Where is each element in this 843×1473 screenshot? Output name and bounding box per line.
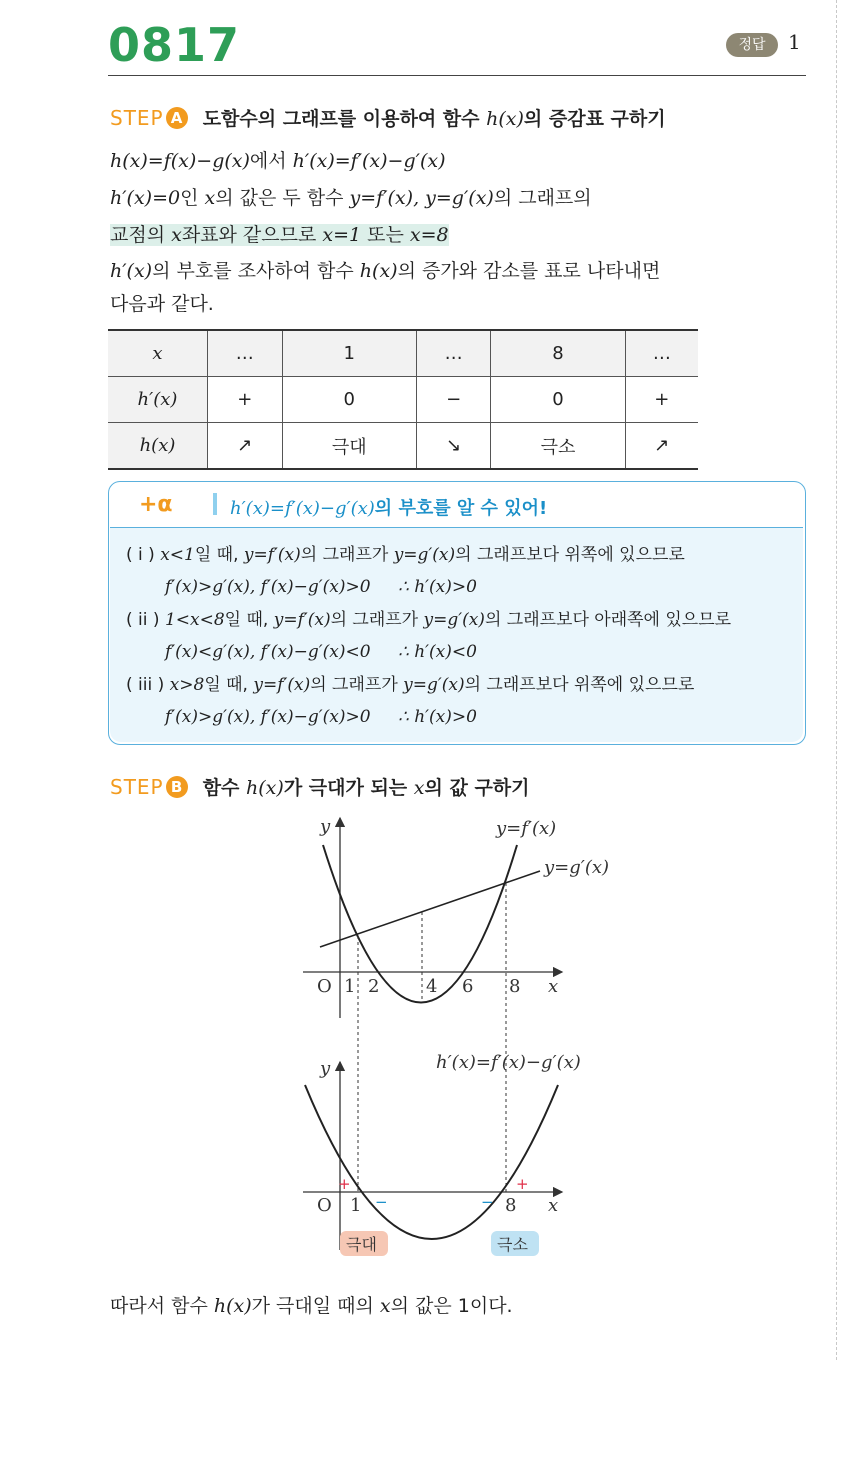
math: h(x) [359,260,398,282]
minus-sign-left: − [375,1193,388,1211]
tip-mark: +α [139,492,173,517]
math: f′(x)>g′(x), f′(x)−g′(x)>0 [165,577,371,597]
table-cell: 0 [491,377,625,423]
math: y=g′(x) [393,545,456,565]
text: 일 때, [224,610,274,630]
math: x>8 [169,675,205,695]
curve-f-label: y=f′(x) [496,818,557,839]
x-axis-label: x [548,976,559,997]
text: 의 부호를 조사하여 함수 [152,260,360,282]
math: y=g′(x) [403,675,465,695]
math: ∴ h′(x)>0 [397,707,477,727]
text: 교점의 [110,224,172,246]
table-cell: + [208,377,283,423]
math: y=f′(x) [253,675,311,695]
plus-sign-left: + [338,1175,351,1193]
tick-label: 1 [350,1195,362,1216]
step-b-title-post: 의 값 구하기 [424,777,530,799]
text: 의 그래프보다 아래쪽에 있으므로 [484,610,732,630]
y-axis-label: y [320,816,331,837]
math: x<1 [160,545,195,565]
curve-h-label: h′(x)=f′(x)−g′(x) [436,1052,581,1073]
table-cell: 1 [282,330,416,377]
text: 의 증가와 감소를 표로 나타내면 [397,260,661,282]
table-cell: … [625,330,698,377]
math: x=8 [409,224,449,246]
step-a-title-post: 의 증감표 구하기 [523,108,666,130]
text: 따라서 함수 [110,1295,214,1317]
text: 가 극대일 때의 [251,1295,380,1317]
table-cell: 극대 [282,423,416,470]
problem-number: 0817 [108,18,241,72]
table-cell: + [625,377,698,423]
table-cell: 8 [491,330,625,377]
curve-h-prime [305,1085,558,1239]
text: 의 그래프가 [300,545,394,565]
math: y=f′(x), y=g′(x) [349,187,494,209]
step-a-label: STEP [110,106,164,130]
tick-label: 8 [505,1195,517,1216]
table-cell: 0 [282,377,416,423]
line-g-label: y=g′(x) [544,857,610,878]
text: 의 값은 1이다. [390,1295,513,1317]
math: x=1 [322,224,362,246]
step-b-letter: B [166,776,188,798]
minus-sign-right: − [481,1193,494,1211]
text: 좌표와 같으므로 [181,224,323,246]
math: h′(x)=f′(x)−g′(x) [292,150,446,172]
math: h′(x)=0 [110,187,181,209]
origin-label: O [317,976,332,997]
text: 일 때, [204,675,254,695]
math: x [171,224,182,246]
text: 의 그래프보다 위쪽에 있으므로 [455,545,685,565]
math: f′(x)>g′(x), f′(x)−g′(x)>0 [165,707,371,727]
step-a-letter: A [166,107,188,129]
tip-title-math: h′(x)=f′(x)−g′(x) [230,498,375,519]
text: 인 [180,187,205,209]
plus-sign-right: + [516,1175,529,1193]
math: h(x)=f(x)−g(x) [110,150,250,172]
x-axis-label: x [548,1195,559,1216]
text: 일 때, [194,545,244,565]
text: 의 그래프가 [330,610,424,630]
math: f′(x)<g′(x), f′(x)−g′(x)<0 [165,642,371,662]
table-cell: x [108,330,208,377]
table-cell: ↗ [625,423,698,470]
graph-top [303,816,609,1192]
text: 의 그래프의 [493,187,592,209]
table-cell: … [208,330,283,377]
tick-label: 8 [509,976,521,997]
table-cell: h(x) [108,423,208,470]
tip-item-number: ( i ) [126,545,155,565]
table-cell: … [416,330,491,377]
math: x [204,187,216,209]
table-cell: ↗ [208,423,283,470]
step-b-title-mid: 가 극대가 되는 [283,777,414,799]
tick-label: 2 [368,976,380,997]
graph-bottom [303,1052,581,1256]
table-cell: ↘ [416,423,491,470]
origin-label: O [317,1195,332,1216]
tip-item-number: ( ii ) [126,610,160,630]
tip-item-number: ( iii ) [126,675,165,695]
math: y=f′(x) [273,610,331,630]
step-b-title-x: x [413,777,425,799]
table-cell: − [416,377,491,423]
tick-label: 1 [344,976,356,997]
max-label: 극대 [346,1235,377,1254]
math: x [379,1295,391,1317]
math: ∴ h′(x)<0 [397,642,477,662]
step-b-label: STEP [110,775,164,799]
conclusion-line [110,1294,513,1318]
text: 다음과 같다. [110,293,214,315]
text: 의 값은 두 함수 [215,187,350,209]
answer-badge: 정답 [726,33,778,57]
step-a-title-math: h(x) [486,108,524,130]
text: 의 그래프가 [310,675,404,695]
math: 1<x<8 [164,610,225,630]
text: 의 그래프보다 위쪽에 있으므로 [464,675,695,695]
step-b-title-pre: 함수 [202,777,247,799]
math: y=g′(x) [423,610,485,630]
table-cell: 극소 [491,423,625,470]
y-axis-label: y [320,1058,331,1079]
table-cell: h′(x) [108,377,208,423]
tip-title-text: 의 부호를 알 수 있어! [374,498,548,519]
math: ∴ h′(x)>0 [397,577,477,597]
min-label: 극소 [497,1235,528,1254]
tick-label: 4 [426,976,438,997]
math: h′(x) [110,260,153,282]
line-g-prime [320,871,540,947]
math: y=f′(x) [243,545,301,565]
text: 에서 [249,150,293,172]
step-a-title-pre: 도함수의 그래프를 이용하여 함수 [202,108,487,130]
answer-value: 1 [788,30,801,54]
text: 또는 [361,224,410,246]
math: h(x) [213,1295,252,1317]
step-b-title-math: h(x) [246,777,284,799]
tick-label: 6 [462,976,474,997]
